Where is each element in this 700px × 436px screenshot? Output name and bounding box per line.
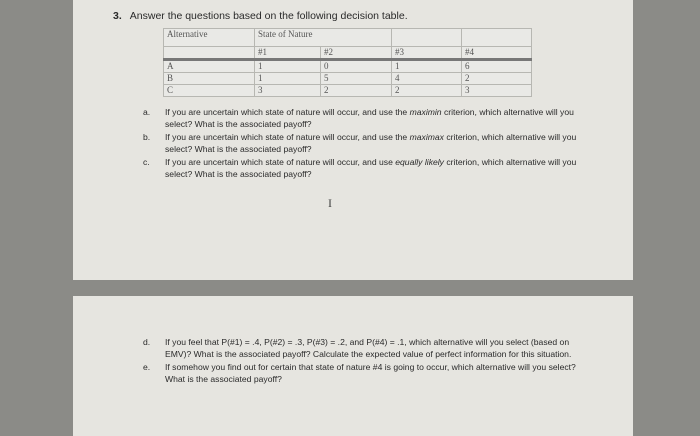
payoff-cell: 1 xyxy=(255,73,321,85)
payoff-cell: 1 xyxy=(255,60,321,73)
text-cursor-icon: I xyxy=(328,196,332,210)
alt-cell: B xyxy=(164,73,255,85)
state-header: #2 xyxy=(321,47,392,60)
state-header: #1 xyxy=(255,47,321,60)
state-header: #3 xyxy=(392,47,462,60)
question-part-c: c. If you are uncertain which state of nature will occur, and use equally likely criterion, which alternative will you select? What is the associated payoff? xyxy=(143,157,577,179)
question-number: 3. xyxy=(113,10,122,22)
question-part-b: b. If you are uncertain which state of nature will occur, and use the maximax criterion, which alternative will you select? What is the associated payoff? xyxy=(143,132,577,154)
payoff-cell: 6 xyxy=(462,60,532,73)
payoff-cell: 4 xyxy=(392,73,462,85)
decision-table xyxy=(163,28,532,97)
question-text: Answer the questions based on the following decision table. xyxy=(129,10,408,22)
question-parts-de xyxy=(143,336,593,386)
payoff-cell: 5 xyxy=(321,73,392,85)
state-header: #4 xyxy=(462,47,532,60)
table-row xyxy=(164,73,532,85)
payoff-cell: 1 xyxy=(392,60,462,73)
question-part-e: e. If somehow you find out for certain that state of nature #4 is going to occur, which alternative will you select? What is the associated payoff? xyxy=(143,362,576,384)
payoff-cell: 2 xyxy=(321,85,392,97)
question-part-a: a. If you are uncertain which state of nature will occur, and use the maximin criterion, which alternative will you select? What is the associated payoff? xyxy=(143,107,574,129)
question-part-d: d. If you feel that P(#1) = .4, P(#2) = .3, P(#3) = .2, and P(#4) = .1, which alternative will you select (based on EMV)? What is the associated payoff? Calculate the expected value of perfect information for this situation. xyxy=(143,337,572,359)
payoff-cell: 3 xyxy=(255,85,321,97)
alt-cell: C xyxy=(164,85,255,97)
question-parts-abc xyxy=(143,106,583,181)
table-row xyxy=(164,60,532,73)
document-page-2 xyxy=(73,296,633,436)
document-page-1 xyxy=(73,0,633,280)
question-heading xyxy=(113,10,408,22)
header-state-of-nature: State of Nature xyxy=(255,29,392,47)
payoff-cell: 0 xyxy=(321,60,392,73)
payoff-cell: 2 xyxy=(462,73,532,85)
payoff-cell: 3 xyxy=(462,85,532,97)
alt-cell: A xyxy=(164,60,255,73)
payoff-cell: 2 xyxy=(392,85,462,97)
header-alternative: Alternative xyxy=(164,29,255,47)
table-row xyxy=(164,85,532,97)
